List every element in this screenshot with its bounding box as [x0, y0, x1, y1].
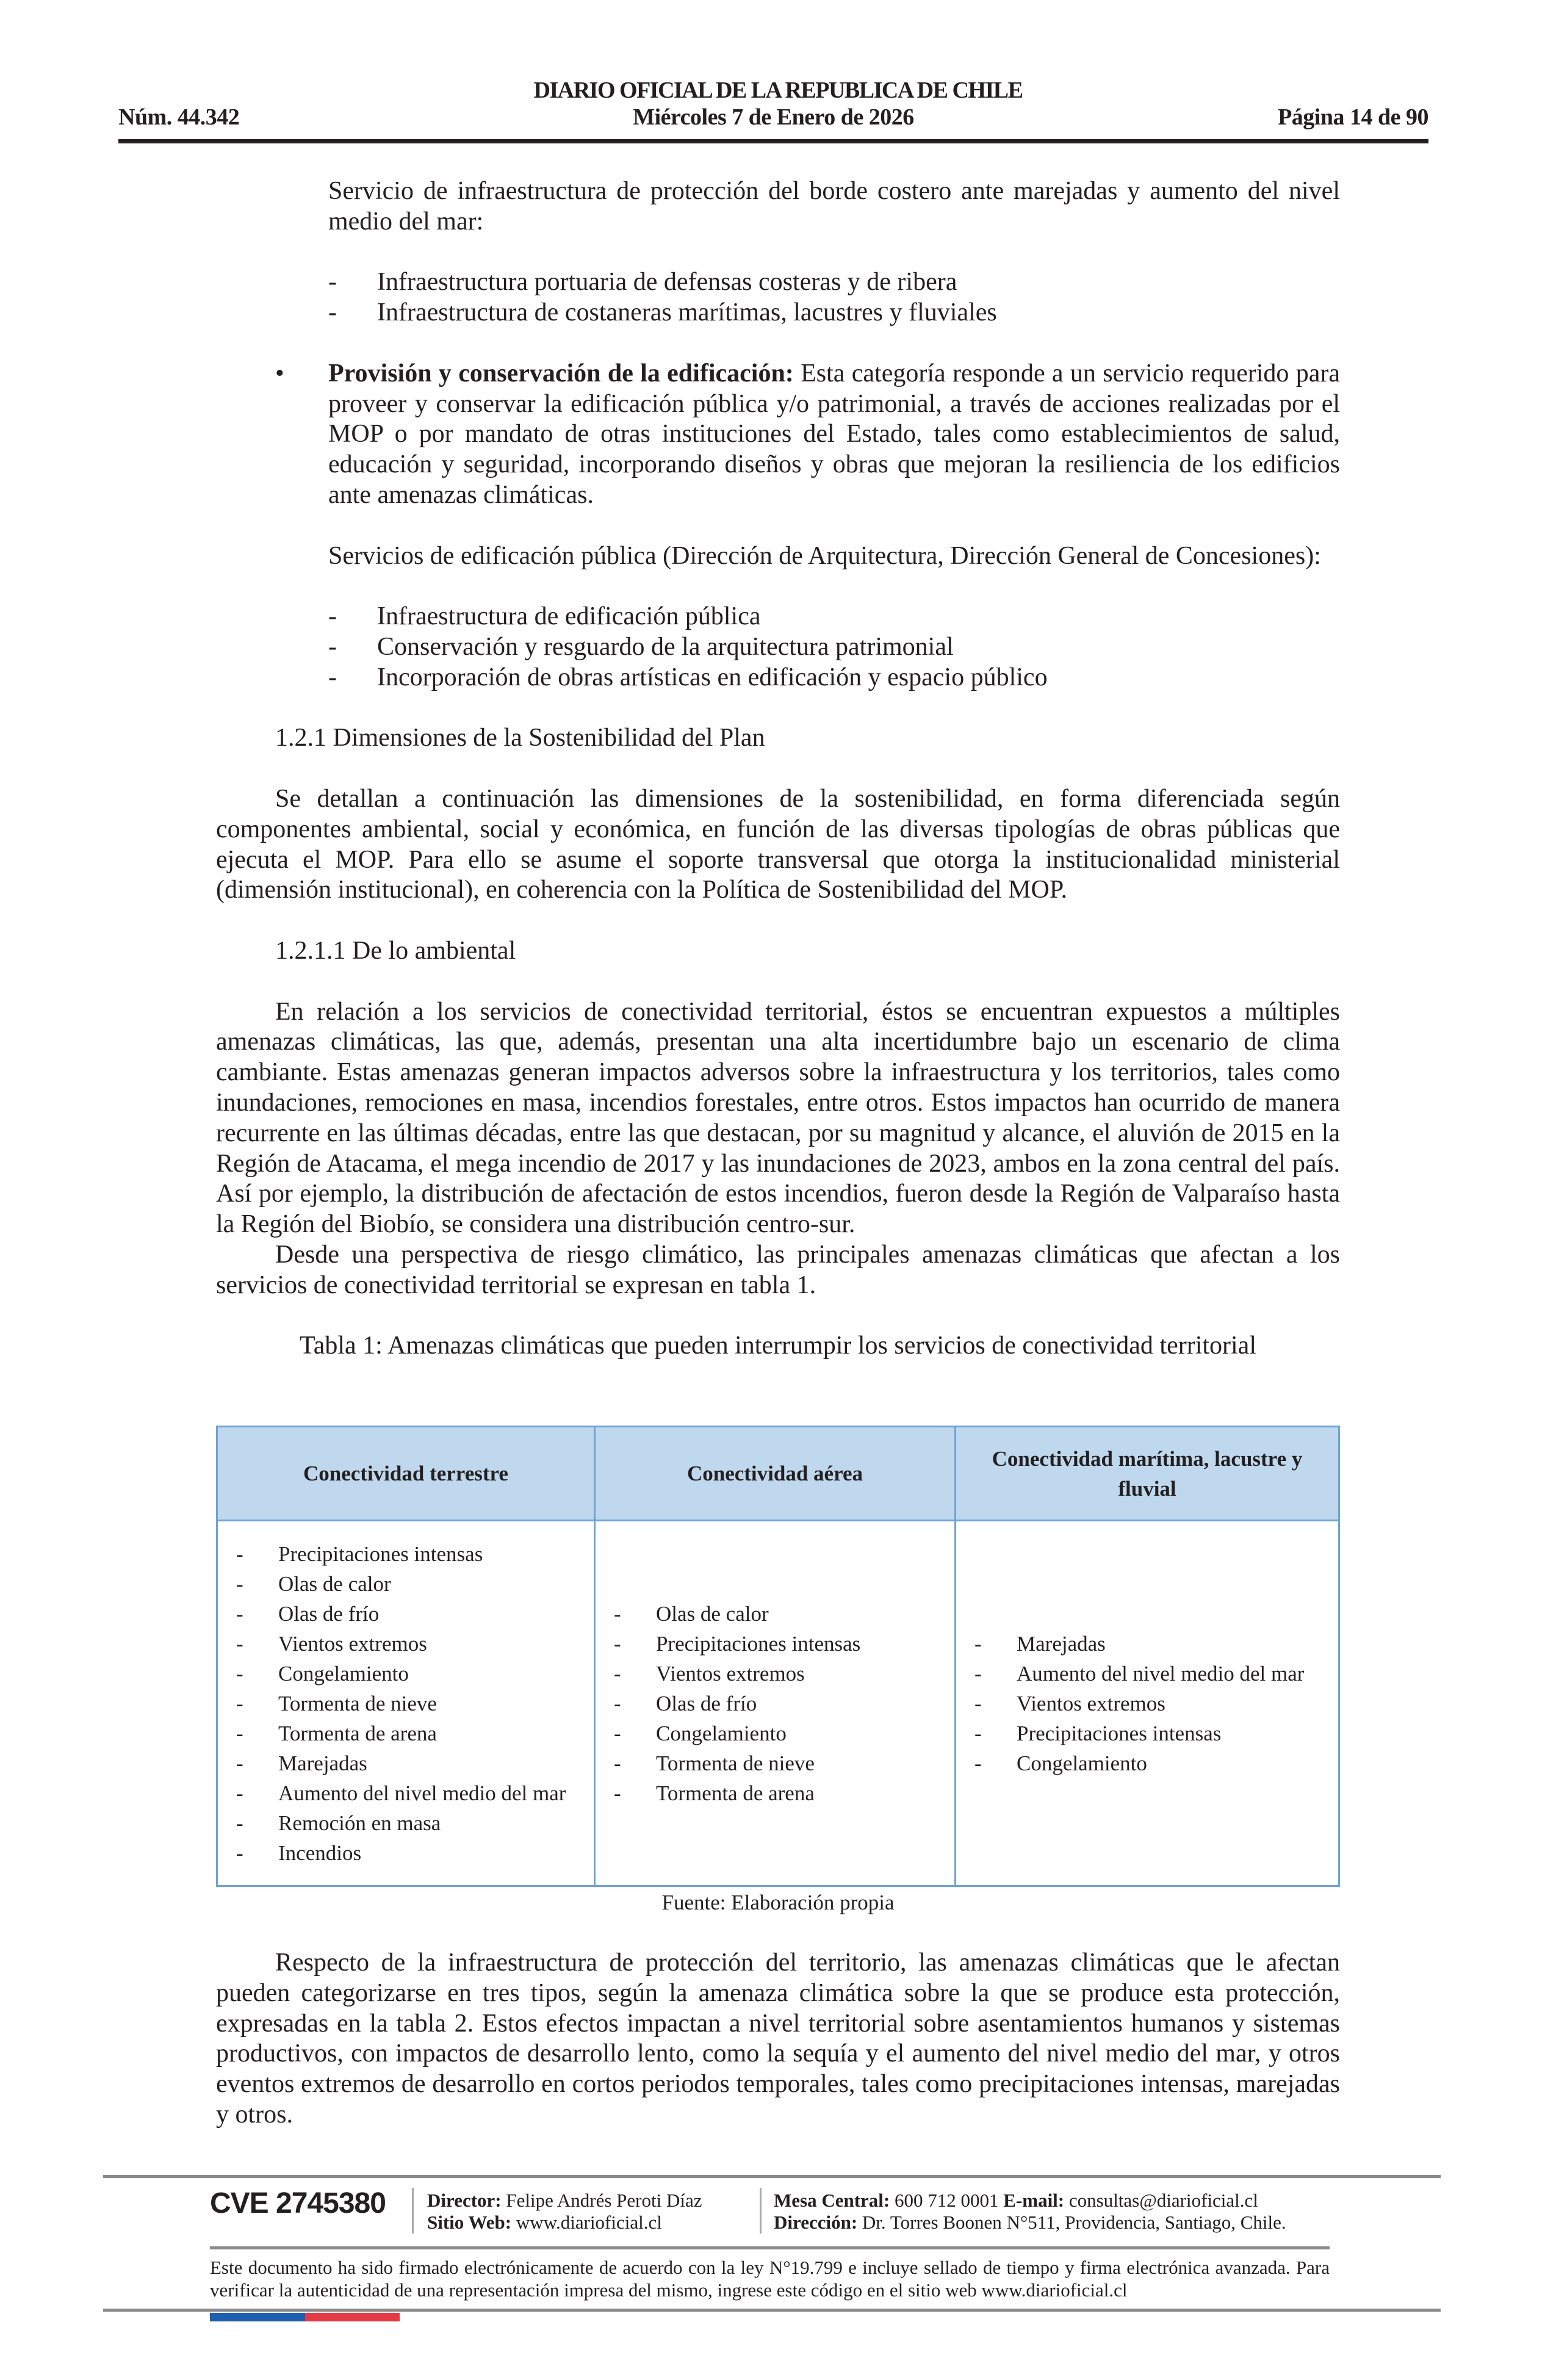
cve-code: CVE 2745380	[210, 2187, 386, 2220]
dash: -	[613, 1661, 621, 1686]
issue-date: Miércoles 7 de Enero de 2026	[633, 104, 914, 130]
bullet-title: Provisión y conservación de la edificación:	[328, 359, 794, 388]
threat-list	[956, 1629, 1338, 1778]
threat-item	[218, 1778, 594, 1808]
paragraph: Desde una perspectiva de riesgo climático, las principales amenazas climáticas que afectan a los servicios de conectividad territorial se expresan en tabla 1.	[216, 1240, 1340, 1299]
list-item-text: Infraestructura portuaria de defensas costeras y de ribera	[377, 268, 957, 297]
threat-text: Olas de frío	[278, 1601, 380, 1626]
threat-item	[956, 1689, 1338, 1718]
threat-item	[596, 1748, 954, 1778]
threat-text: Congelamiento	[1017, 1751, 1147, 1775]
threat-text: Incendios	[278, 1841, 362, 1865]
table-source: Fuente: Elaboración propia	[661, 1891, 895, 1914]
address: Dr. Torres Boonen N°511, Providencia, Santiago, Chile.	[857, 2212, 1286, 2233]
threat-item	[956, 1718, 1338, 1748]
footer-rule	[103, 2309, 1441, 2312]
threat-text: Tormenta de nieve	[655, 1751, 815, 1775]
threat-text: Congelamiento	[278, 1661, 409, 1686]
table-cell	[956, 1521, 1339, 1886]
threat-item	[596, 1778, 954, 1808]
dash: -	[236, 1601, 243, 1626]
threat-item	[218, 1569, 594, 1599]
threat-text: Congelamiento	[655, 1721, 787, 1745]
threat-item	[596, 1599, 954, 1629]
paragraph: En relación a los servicios de conectividad territorial, éstos se encuentran expuestos a múltiples amenazas climáticas, las que, además, presentan una alta incertidumbre bajo un escenario de clima cambiante. Estas amenazas generan impactos adversos sobre la infraestructura y los territorios, tales como inundaciones, remociones en masa, incendios forestales, entre otros. Estos impactos han ocurrido de manera recurrente en las últimas décadas, entre las que destacan, por su magnitud y alcance, el aluvión de 2015 en la Región de Atacama, el mega incendio de 2017 y las inundaciones de 2023, ambos en la zona central del país. Así por ejemplo, la distribución de afectación de estos incendios, fueron desde la Región de Valparaíso hasta la Región del Biobío, se considera una distribución centro-sur.	[216, 997, 1340, 1239]
paragraph: Respecto de la infraestructura de protección del territorio, las amenazas climáticas que le afectan pueden categorizarse en tres tipos, según la amenaza climática sobre la que se produce esta protección, expresadas en la tabla 2. Estos efectos impactan a nivel territorial sobre asentamientos humanos y sistemas productivos, con impactos de desarrollo lento, como la sequía y el aumento del nivel medio del mar, y otros eventos extremos de desarrollo en cortos periodos temporales, tales como precipitaciones intensas, marejadas y otros.	[216, 1949, 1340, 2129]
dash: -	[328, 632, 337, 661]
dash: -	[974, 1691, 982, 1715]
flag-stripe-red	[305, 2313, 400, 2321]
paragraph: Se detallan a continuación las dimensiones de la sostenibilidad, en forma diferenciada según componentes ambiental, social y económica, en función de las diversas tipologías de obras públicas que ejecuta el MOP. Para ello se asume el soporte transversal que otorga la institucionalidad ministerial (dimensión institucional), en coherencia con la Política de Sostenibilidad del MOP.	[216, 784, 1340, 904]
threat-text: Vientos extremos	[278, 1631, 427, 1656]
list-item	[328, 267, 1340, 298]
threat-item	[218, 1748, 594, 1778]
bullet-paragraph	[275, 359, 1340, 511]
threat-text: Olas de frío	[655, 1691, 757, 1715]
dash: -	[236, 1571, 243, 1596]
list-item	[328, 663, 1340, 693]
table-header-row	[217, 1427, 1339, 1521]
threat-text: Precipitaciones intensas	[278, 1542, 483, 1566]
threat-item	[218, 1629, 594, 1659]
threat-item	[956, 1659, 1338, 1689]
table-cell	[217, 1521, 595, 1886]
threat-text: Vientos extremos	[655, 1661, 805, 1686]
list-item-text: Conservación y resguardo de la arquitectura patrimonial	[377, 632, 954, 661]
dash: -	[328, 663, 337, 691]
column-header: Conectividad aérea	[594, 1427, 955, 1521]
list	[328, 267, 1340, 328]
threat-item	[956, 1629, 1338, 1659]
list-item	[328, 602, 1340, 632]
bullet-text: Esta categoría responde a un servicio requerido para proveer y conservar la edificación pública y/o patrimonial, a través de acciones realizadas por el MOP o por mandato de otras instituciones del Estado, tales como establecimientos de salud, educación y seguridad, incorporando diseños y obras que mejoran la resiliencia de los edificios ante amenazas climáticas.	[328, 359, 1340, 509]
list-item-text: Incorporación de obras artísticas en edificación y espacio público	[377, 663, 1048, 691]
dash: -	[974, 1721, 982, 1745]
dash: -	[974, 1631, 982, 1656]
dash: -	[328, 298, 337, 327]
mesa-label: Mesa Central:	[774, 2190, 890, 2211]
footer-director	[427, 2190, 702, 2234]
footer-divider	[760, 2188, 762, 2234]
threat-item	[218, 1838, 594, 1868]
threat-item	[596, 1659, 954, 1689]
threat-text: Olas de calor	[655, 1601, 769, 1626]
list-item-text: Infraestructura de costaneras marítimas, lacustres y fluviales	[377, 298, 997, 327]
dash: -	[328, 268, 337, 297]
list	[328, 602, 1340, 693]
dash: -	[236, 1781, 243, 1805]
section-heading: 1.2.1 Dimensiones de la Sostenibilidad del Plan	[275, 724, 765, 752]
column-header: Conectividad marítima, lacustre y fluvial	[956, 1427, 1339, 1521]
flag-stripe-blue	[210, 2313, 305, 2321]
threat-text: Aumento del nivel medio del mar	[278, 1781, 566, 1805]
threat-text: Olas de calor	[278, 1571, 391, 1596]
paragraph: Servicio de infraestructura de protección del borde costero ante marejadas y aumento del nivel medio del mar:	[328, 177, 1340, 236]
dash: -	[974, 1661, 982, 1686]
threat-text: Tormenta de arena	[655, 1781, 815, 1805]
dash: -	[236, 1691, 243, 1715]
threat-item	[218, 1659, 594, 1689]
footer-rule	[103, 2175, 1441, 2178]
subsection-heading: 1.2.1.1 De lo ambiental	[275, 936, 516, 965]
dash: -	[613, 1721, 621, 1745]
dash: -	[328, 602, 337, 631]
newspaper-title: DIARIO OFICIAL DE LA REPUBLICA DE CHILE	[533, 78, 1023, 103]
web-label: Sitio Web:	[427, 2212, 512, 2233]
dash: -	[613, 1751, 621, 1775]
threats-table	[216, 1426, 1340, 1887]
header-row	[118, 104, 1428, 131]
header-rule	[118, 139, 1428, 143]
footer-contact	[774, 2190, 1286, 2234]
dash: -	[236, 1721, 243, 1745]
threat-text: Precipitaciones intensas	[655, 1631, 861, 1656]
bullet-icon: •	[275, 359, 284, 388]
dash: -	[236, 1751, 243, 1775]
threat-item	[218, 1718, 594, 1748]
threat-text: Precipitaciones intensas	[1017, 1721, 1222, 1745]
issue-number: Núm. 44.342	[118, 104, 240, 130]
threat-item	[218, 1539, 594, 1569]
table-row	[217, 1521, 1339, 1886]
document-body	[216, 176, 1340, 1361]
table-cell	[594, 1521, 955, 1886]
dash: -	[236, 1631, 243, 1656]
dash: -	[613, 1781, 621, 1805]
threat-item	[218, 1689, 594, 1718]
list-item	[328, 632, 1340, 663]
threat-text: Remoción en masa	[278, 1811, 441, 1835]
dash: -	[613, 1691, 621, 1715]
dash: -	[613, 1601, 621, 1626]
threat-text: Marejadas	[278, 1751, 367, 1775]
dash: -	[236, 1811, 243, 1835]
table-caption: Tabla 1: Amenazas climáticas que pueden interrumpir los servicios de conectividad territorial	[299, 1332, 1256, 1360]
threat-text: Vientos extremos	[1017, 1691, 1165, 1715]
footer-rule	[210, 2246, 1330, 2249]
threat-text: Aumento del nivel medio del mar	[1017, 1661, 1305, 1686]
threat-item	[596, 1718, 954, 1748]
list-item	[328, 298, 1340, 328]
dash: -	[236, 1841, 243, 1865]
web-link[interactable]: www.diarioficial.cl	[511, 2212, 662, 2233]
email-link[interactable]: consultas@diarioficial.cl	[1064, 2190, 1258, 2211]
page-number: Página 14 de 90	[1278, 104, 1428, 130]
list-item-text: Infraestructura de edificación pública	[377, 602, 761, 631]
column-header: Conectividad terrestre	[217, 1427, 595, 1521]
paragraph: Servicios de edificación pública (Dirección de Arquitectura, Dirección General de Concesiones):	[328, 541, 1321, 570]
threat-item	[596, 1629, 954, 1659]
dash: -	[236, 1661, 243, 1686]
threat-text: Marejadas	[1017, 1631, 1106, 1656]
dash: -	[974, 1751, 982, 1775]
threat-list	[218, 1539, 594, 1868]
threat-text: Tormenta de nieve	[278, 1691, 437, 1715]
threat-item	[956, 1748, 1338, 1778]
director-label: Director:	[427, 2190, 502, 2211]
threat-item	[596, 1689, 954, 1718]
threat-item	[218, 1599, 594, 1629]
address-label: Dirección:	[774, 2212, 858, 2233]
mesa-phone: 600 712 0001	[890, 2190, 1004, 2211]
dash: -	[613, 1631, 621, 1656]
threat-list	[596, 1599, 954, 1808]
footer-divider	[412, 2188, 414, 2234]
signature-notice: Este documento ha sido firmado electrónicamente de acuerdo con la ley N°19.799 e incluye sellado de tiempo y firma electrónica avanzada. Para verificar la autenticidad de una representación impresa del mismo, ingrese este código en el sitio web www.diarioficial.cl	[210, 2257, 1330, 2301]
threat-text: Tormenta de arena	[278, 1721, 437, 1745]
threat-item	[218, 1808, 594, 1838]
email-label: E-mail:	[1003, 2190, 1065, 2211]
director-name: Felipe Andrés Peroti Díaz	[501, 2190, 702, 2211]
dash: -	[236, 1542, 243, 1566]
